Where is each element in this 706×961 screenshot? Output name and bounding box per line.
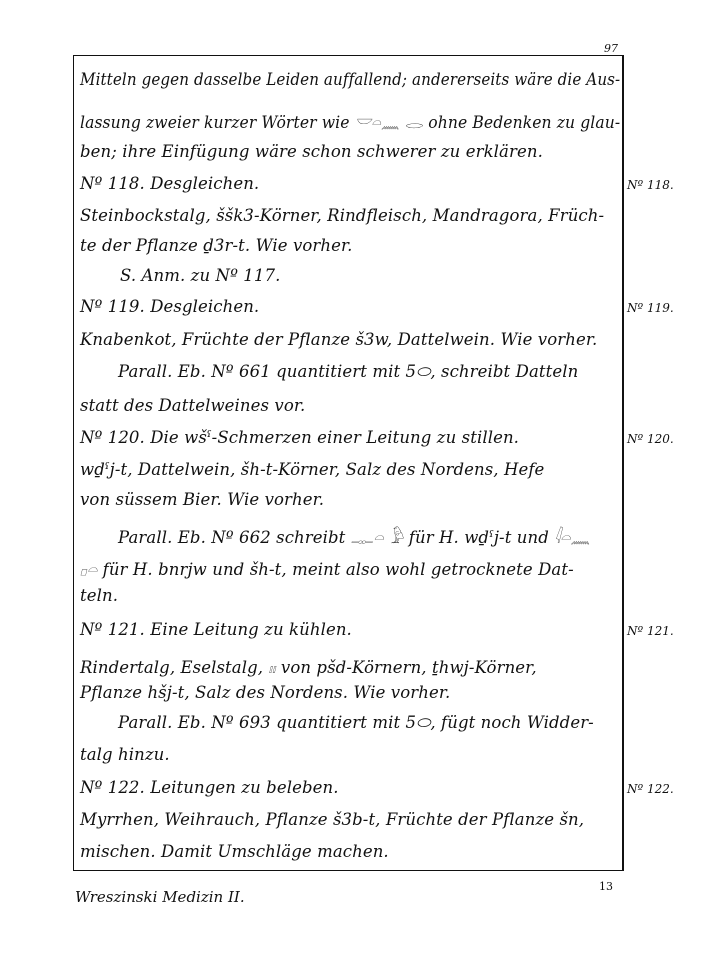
entry-heading: Nº 118. Desgleichen. [80,174,260,193]
text-line: teln. [80,586,119,605]
page-number: 97 [604,42,618,55]
entry-heading: Nº 121. Eine Leitung zu kühlen. [80,620,352,639]
text-line: Mitteln gegen dasselbe Leiden auffallend; andererseits wäre die Aus- [80,70,621,89]
text-line: mischen. Damit Umschläge machen. [80,842,389,861]
margin-note: Nº 120. [627,432,674,446]
text-line: Myrrhen, Weihrauch, Pflanze š3b-t, Früchte der Pflanze šn, [80,810,585,829]
footer-author: Wreszinski Medizin II. [75,888,245,906]
sheet-number: 13 [599,880,613,893]
entry-heading: Nº 119. Desgleichen. [80,297,260,316]
text-line: von süssem Bier. Wie vorher. [80,490,325,509]
text-line: Pflanze hšj-t, Salz des Nordens. Wie vorher. [80,683,451,702]
text-line: Knabenkot, Früchte der Pflanze š3w, Dattelwein. Wie vorher. [80,330,598,349]
text-line: S. Anm. zu Nº 117. [120,266,281,285]
text-line: Rindertalg, Eselstalg, 𓏤𓏤 von pšd-Körnern, ṯhwj-Körner, [80,658,537,677]
text-line: ben; ihre Einfügung wäre schon schwerer zu erklären. [80,142,543,161]
margin-note: Nº 121. [627,624,674,638]
text-line: talg hinzu. [80,745,170,764]
entry-heading: Nº 120. Die wšˁ-Schmerzen einer Leitung zu stillen. [80,428,520,447]
margin-rule [623,55,624,871]
text-line: te der Pflanze ḏ3r-t. Wie vorher. [80,236,353,255]
text-line: lassung zweier kurzer Wörter wie 𓎟𓏏𓈖 𓂋 ohne Bedenken zu glau- [80,113,621,132]
text-line: Parall. Eb. Nº 693 quantitiert mit 5⬭, fügt noch Widder- [118,713,594,732]
text-line: Steinbockstalg, ššk3-Körner, Rindfleisch, Mandragora, Früch- [80,206,605,225]
text-line: Parall. Eb. Nº 661 quantitiert mit 5⬭, schreibt Datteln [118,362,579,381]
text-line: Parall. Eb. Nº 662 schreibt 𓊃𓏏 𓅱 für H. wḏˁj-t und 𓇋𓏏𓈖 [118,528,591,547]
margin-note: Nº 122. [627,782,674,796]
text-line: statt des Dattelweines vor. [80,396,306,415]
entry-heading: Nº 122. Leitungen zu beleben. [80,778,339,797]
text-line: wḏˁj-t, Dattelwein, šh-t-Körner, Salz des Nordens, Hefe [80,460,545,479]
text-line: 𓊪𓏏 für H. bnrjw und šh-t, meint also wohl getrocknete Dat- [80,560,574,579]
margin-note: Nº 118. [627,178,674,192]
margin-note: Nº 119. [627,301,674,315]
